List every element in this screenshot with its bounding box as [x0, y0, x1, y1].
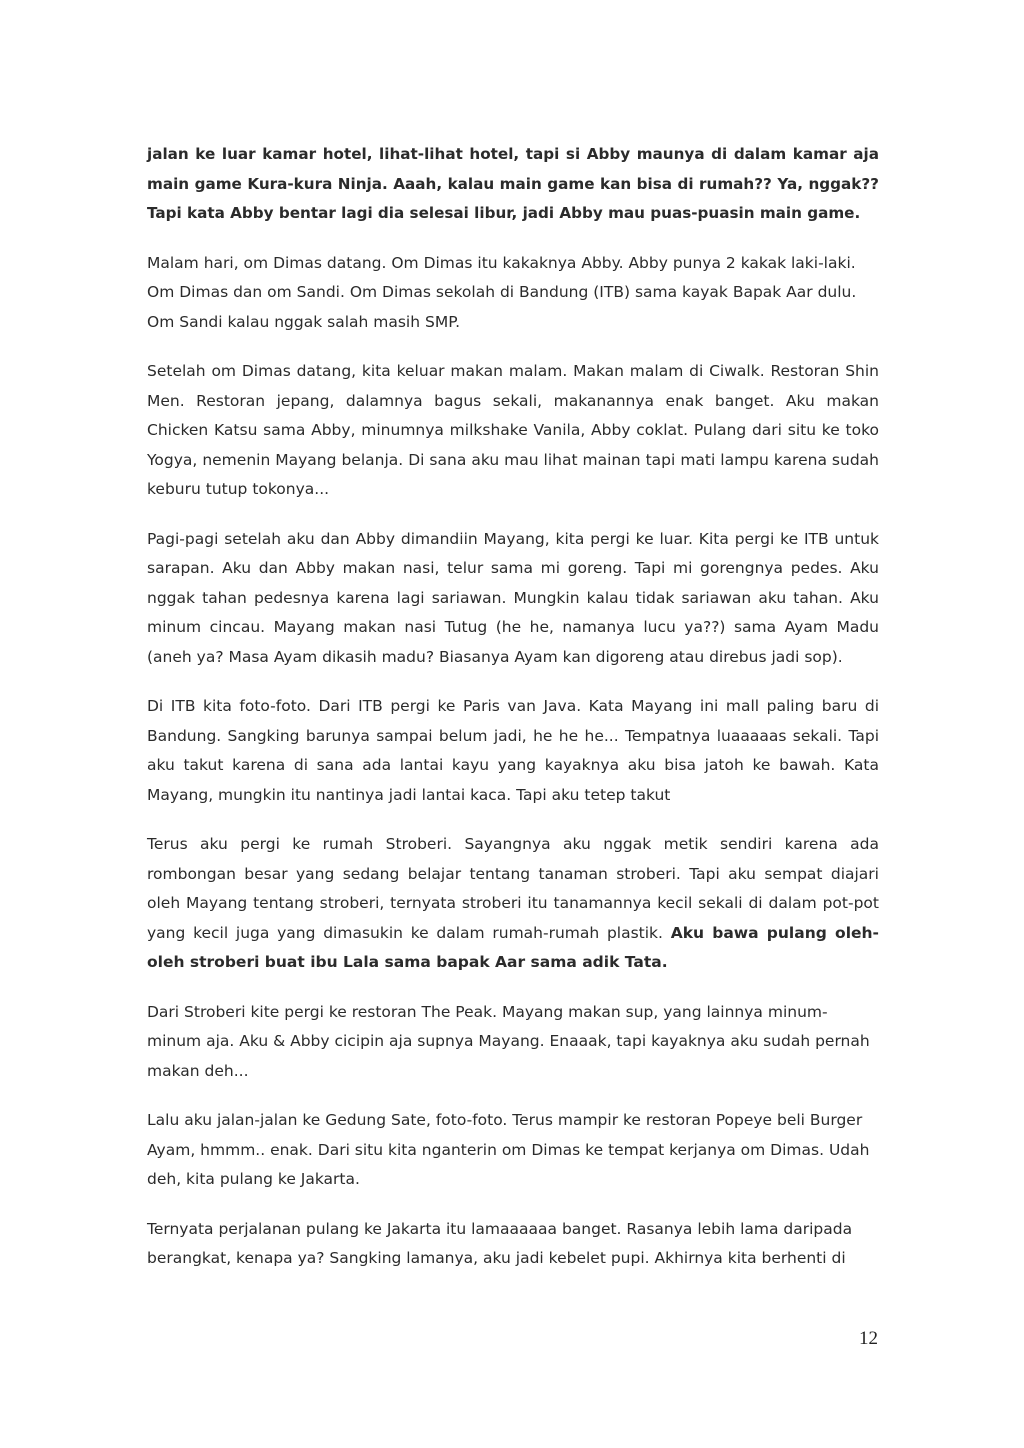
paragraph-1-text: jalan ke luar kamar hotel, lihat-lihat hotel, tapi si Abby maunya di dalam kamar aja main game Kura-kura Ninja. Aaah, kalau main game kan bisa di rumah?? Ya, nggak?? Tapi kata Abby bentar lagi dia selesai libur, jadi Abby mau puas-puasin main game. — [147, 145, 879, 222]
body-text — [147, 140, 879, 1294]
paragraph-7 — [147, 998, 879, 1087]
page-number: 12 — [859, 1328, 878, 1349]
paragraph-4 — [147, 525, 879, 673]
paragraph-5 — [147, 692, 879, 810]
paragraph-7-text: Dari Stroberi kite pergi ke restoran The Peak. Mayang makan sup, yang lainnya minum-minum aja. Aku & Abby cicipin aja supnya Mayang. Enaaak, tapi kayaknya aku sudah pernah makan deh... — [147, 1002, 870, 1080]
paragraph-6-bold-text: Aku bawa pulang oleh-oleh stroberi buat ibu Lala sama bapak Aar sama adik Tata. — [147, 923, 879, 971]
paragraph-9-text: Ternyata perjalanan pulang ke Jakarta itu lamaaaaaa banget. Rasanya lebih lama daripada berangkat, kenapa ya? Sangking lamanya, aku jadi kebelet pupi. Akhirnya kita berhenti di — [147, 1219, 853, 1267]
paragraph-9 — [147, 1215, 879, 1274]
paragraph-3-text: Setelah om Dimas datang, kita keluar makan malam. Makan malam di Ciwalk. Restoran Shin Men. Restoran jepang, dalamnya bagus sekali, makanannya enak banget. Aku makan Chicken Katsu sama Abby, minumnya milkshake Vanila, Abby coklat. Pulang dari situ ke toko Yogya, nemenin Mayang belanja. Di sana aku mau lihat mainan tapi mati lampu karena sudah keburu tutup tokonya... — [147, 362, 879, 498]
paragraph-2-text: Malam hari, om Dimas datang. Om Dimas itu kakaknya Abby. Abby punya 2 kakak laki-laki. Om Dimas dan om Sandi. Om Dimas sekolah di Bandung (ITB) sama kayak Bapak Aar dulu. Om Sandi kalau nggak salah masih SMP. — [147, 253, 857, 331]
paragraph-5-text: Di ITB kita foto-foto. Dari ITB pergi ke Paris van Java. Kata Mayang ini mall paling baru di Bandung. Sangking barunya sampai belum jadi, he he he... Tempatnya luaaaaas sekali. Tapi aku takut karena di sana ada lantai kayu yang kayaknya aku bisa jatoh ke bawah. Kata Mayang, mungkin itu nantinya jadi lantai kaca. Tapi aku tetep takut — [147, 697, 879, 804]
paragraph-1 — [147, 140, 879, 229]
paragraph-6 — [147, 830, 879, 978]
paragraph-6-text: Terus aku pergi ke rumah Stroberi. Sayangnya aku nggak metik sendiri karena ada rombongan besar yang sedang belajar tentang tanaman stroberi. Tapi aku sempat diajari oleh Mayang tentang stroberi, ternyata stroberi itu tanamannya kecil sekali di dalam pot-pot yang kecil juga yang dimasukin ke dalam rumah-rumah plastik. — [147, 835, 879, 942]
paragraph-4-text: Pagi-pagi setelah aku dan Abby dimandiin Mayang, kita pergi ke luar. Kita pergi ke ITB untuk sarapan. Aku dan Abby makan nasi, telur sama mi goreng. Tapi mi gorengnya pedes. Aku nggak tahan pedesnya karena lagi sariawan. Mungkin kalau tidak sariawan aku tahan. Aku minum cincau. Mayang makan nasi Tutug (he he, namanya lucu ya??) sama Ayam Madu (aneh ya? Masa Ayam dikasih madu? Biasanya Ayam kan digoreng atau direbus jadi sop). — [147, 529, 879, 666]
paragraph-8 — [147, 1106, 879, 1195]
paragraph-3 — [147, 357, 879, 505]
paragraph-8-text: Lalu aku jalan-jalan ke Gedung Sate, foto-foto. Terus mampir ke restoran Popeye beli Burger Ayam, hmmm.. enak. Dari situ kita nganterin om Dimas ke tempat kerjanya om Dimas. Udah deh, kita pulang ke Jakarta. — [147, 1111, 870, 1188]
paragraph-2 — [147, 249, 879, 338]
